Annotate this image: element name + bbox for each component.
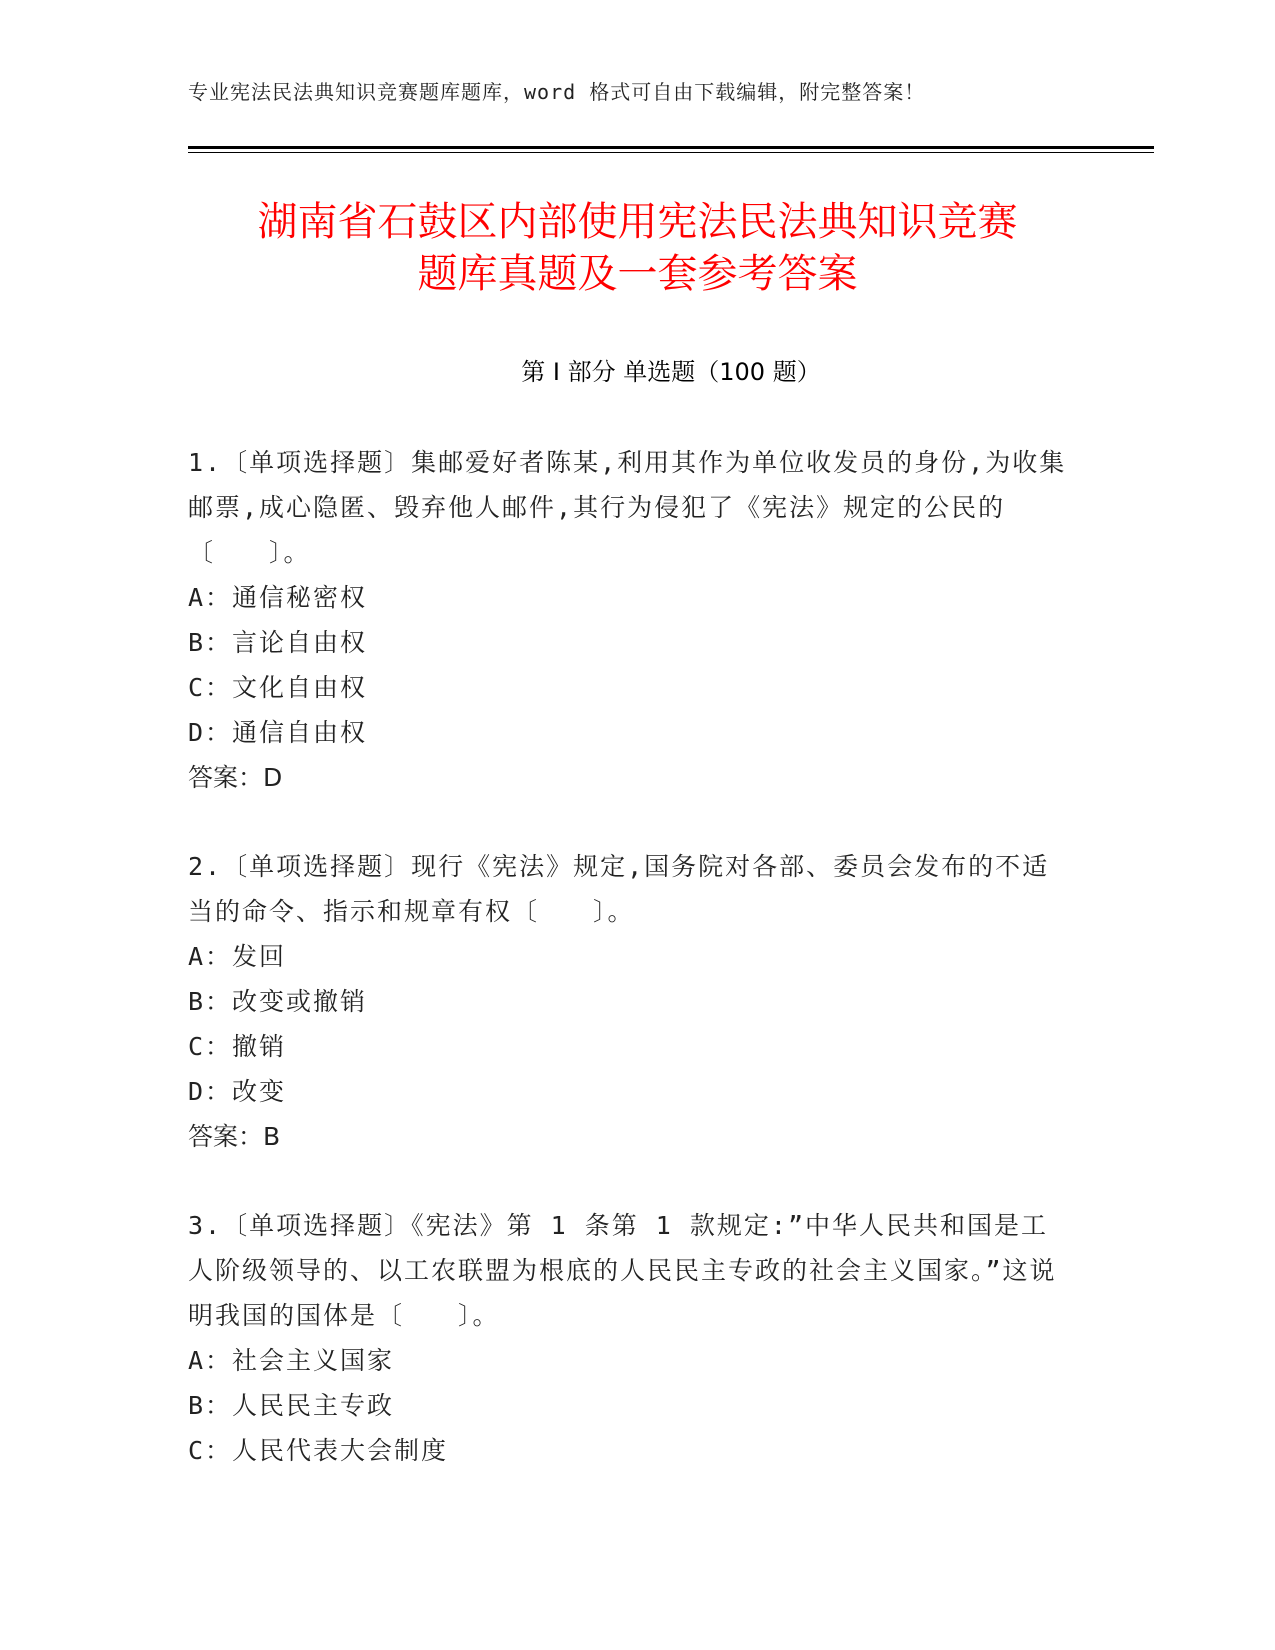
option-d: D：通信自由权 (188, 718, 368, 747)
document-title-line-1: 湖南省石鼓区内部使用宪法民法典知识竞赛 (257, 199, 1018, 245)
question-1 (188, 440, 1068, 800)
option-c: C：撤销 (188, 1032, 287, 1061)
option-a: A：通信秘密权 (188, 583, 368, 612)
header-note: 专业宪法民法典知识竞赛题库题库，word 格式可自由下载编辑，附完整答案！ (188, 80, 926, 104)
question-3 (188, 1203, 1068, 1473)
header-rule-thick (188, 146, 1154, 149)
option-d: D：改变 (188, 1077, 287, 1106)
option-a: A：社会主义国家 (188, 1346, 395, 1375)
document-title (120, 196, 1155, 300)
option-c: C：人民代表大会制度 (188, 1436, 449, 1465)
question-stem: 3.〔单项选择题〕《宪法》第 1 条第 1 款规定:”中华人民共和国是工人阶级领导的、以工农联盟为根底的人民民主专政的社会主义国家。”这说明我国的国体是〔 〕。 (188, 1211, 1057, 1330)
option-b: B：言论自由权 (188, 628, 368, 657)
option-a: A：发回 (188, 942, 287, 971)
question-2 (188, 844, 1068, 1159)
header-rule-thin (188, 152, 1154, 153)
document-title-line-2: 题库真题及一套参考答案 (417, 251, 858, 297)
question-stem: 2.〔单项选择题〕现行《宪法》规定,国务院对各部、委员会发布的不适当的命令、指示和规章有权〔 〕。 (188, 852, 1050, 926)
option-b: B：改变或撤销 (188, 987, 368, 1016)
answer-line: 答案：D (188, 763, 283, 792)
question-stem: 1.〔单项选择题〕集邮爱好者陈某,利用其作为单位收发员的身份,为收集邮票,成心隐匿、毁弃他人邮件,其行为侵犯了《宪法》规定的公民的〔 〕。 (188, 448, 1067, 567)
question-list (188, 440, 1068, 1517)
answer-line: 答案：B (188, 1122, 281, 1151)
option-c: C：文化自由权 (188, 673, 368, 702)
option-b: B：人民民主专政 (188, 1391, 395, 1420)
section-title: 第 I 部分 单选题（100 题） (521, 358, 821, 386)
